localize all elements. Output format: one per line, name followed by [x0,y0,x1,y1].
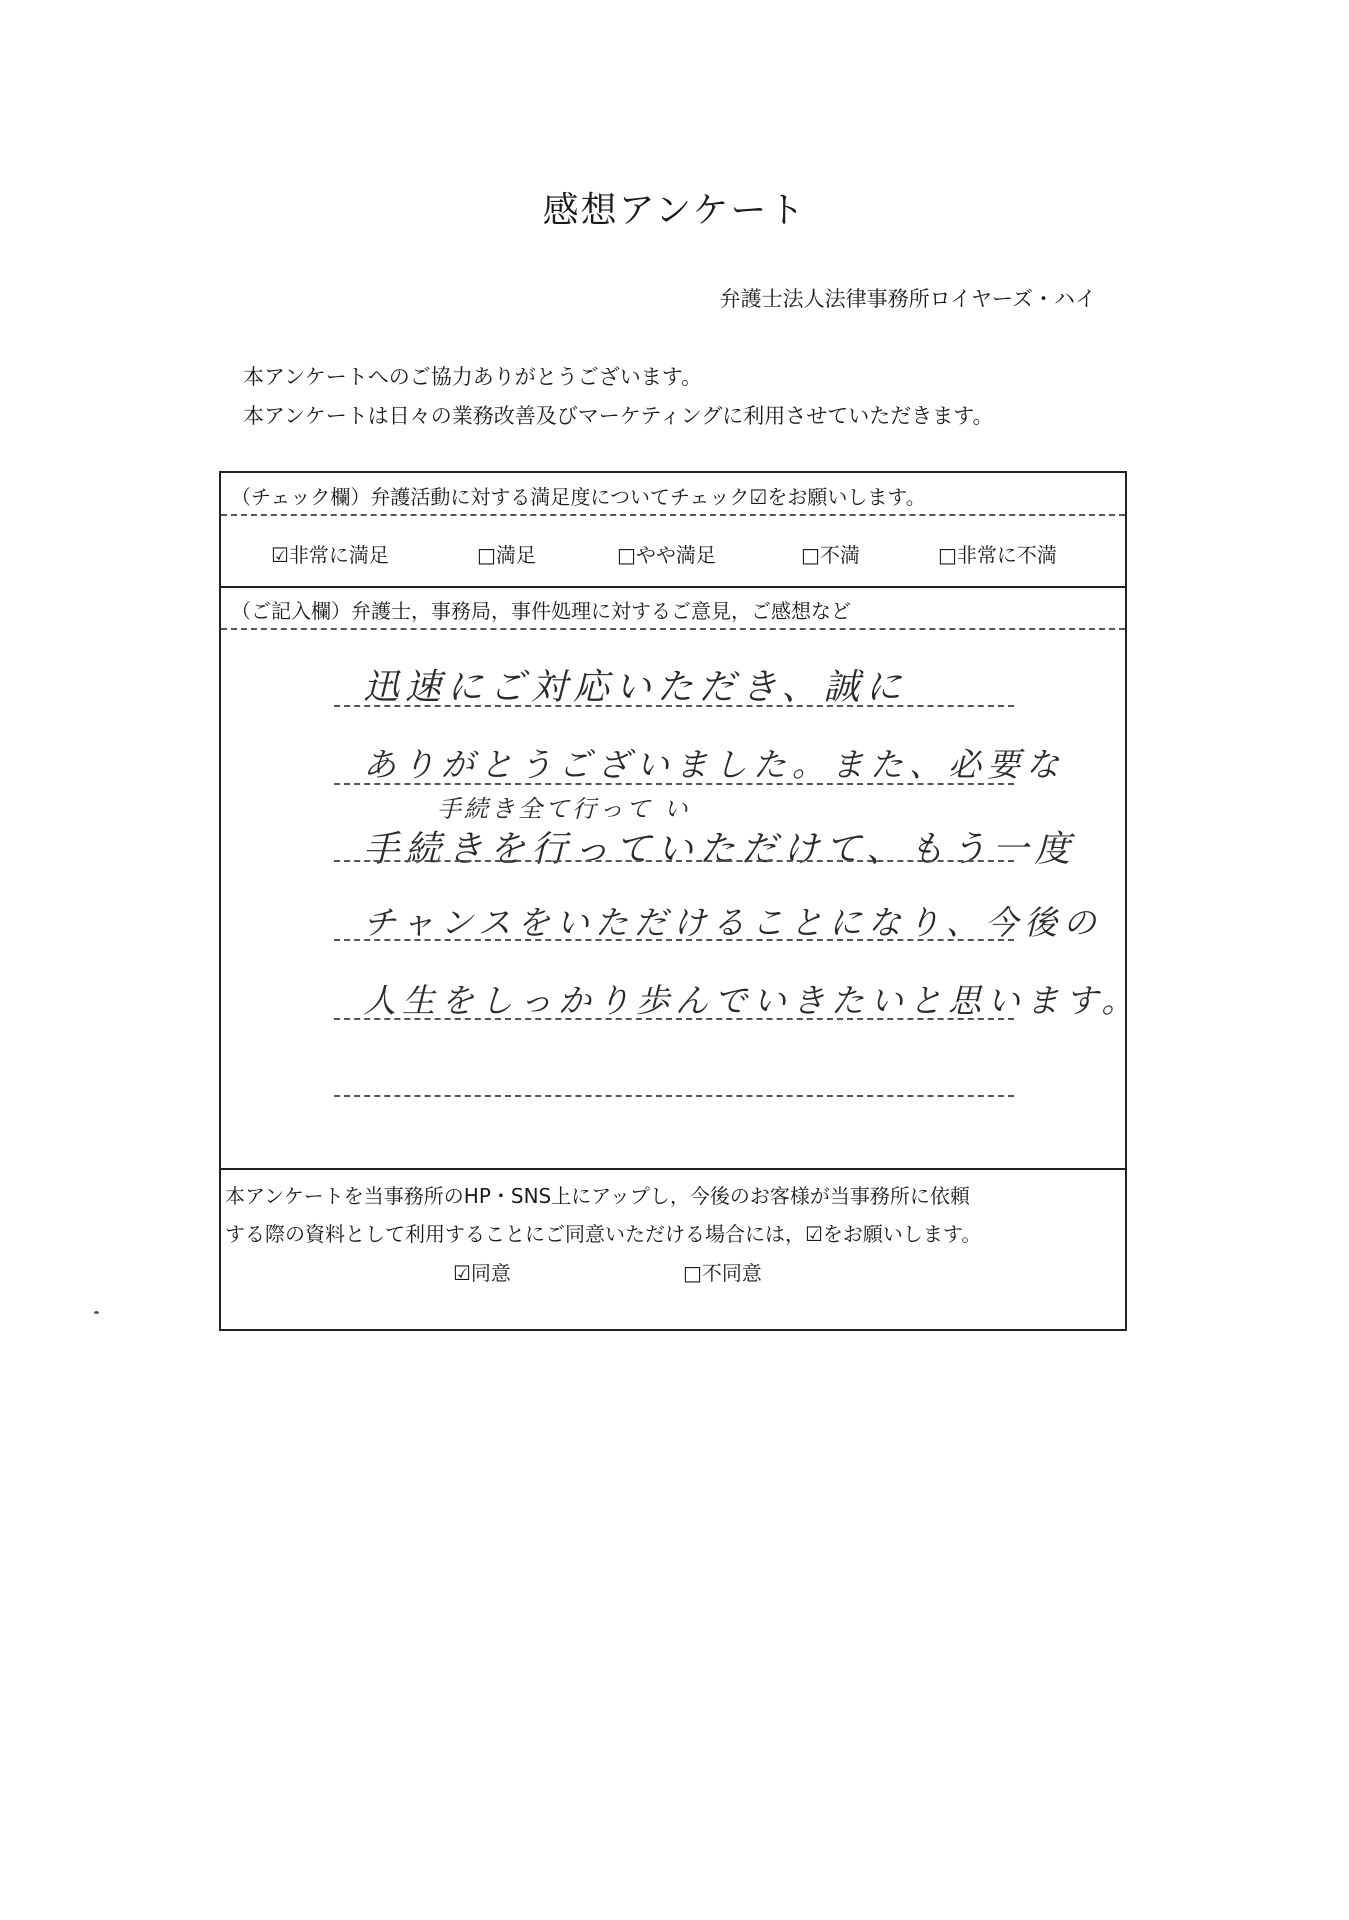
handwritten-line-5: 人生をしっかり歩んでいきたいと思います。 [363,981,1141,1020]
comment-section-label: （ご記入欄）弁護士，事務局，事件処理に対するご意見，ご感想など [231,599,851,623]
survey-title: 感想アンケート [542,190,807,231]
survey-form-box [219,471,1141,1331]
writing-line [334,705,1014,707]
divider [221,1168,1125,1170]
handwritten-line-4: チャンスをいただけることになり、今後の [363,903,1103,942]
intro-line-2: 本アンケートは日々の業務改善及びマーケティングに利用させていただきます。 [243,404,994,428]
option-satisfied[interactable]: □満足 [477,543,536,567]
handwritten-line-1: 迅速にご対応いただき、誠に [363,667,908,708]
option-very-dissatisfied[interactable]: □非常に不満 [938,543,1057,567]
option-dissatisfied[interactable]: □不満 [801,543,860,567]
option-somewhat-satisfied[interactable]: □やや満足 [617,543,716,567]
writing-line [334,1018,1014,1020]
writing-line [334,860,1014,862]
divider [221,514,1125,516]
consent-text-line-1: 本アンケートを当事務所のHP・SNS上にアップし，今後のお客様が当事務所に依頼 [225,1184,970,1208]
consent-text-line-2: する際の資料として利用することにご同意いただける場合には，☑をお願いします。 [225,1222,982,1246]
agree-option[interactable]: ☑同意 [453,1261,511,1285]
intro-line-1: 本アンケートへのご協力ありがとうございます。 [243,365,703,389]
writing-line [334,783,1014,785]
writing-line [334,939,1014,941]
handwritten-line-3: 手続きを行っていただけて、もう一度 [363,829,1077,870]
option-very-satisfied[interactable]: ☑非常に満足 [271,543,389,567]
handwritten-insertion: 手続き全て行って い [437,795,691,823]
scan-speck [94,1311,99,1314]
disagree-option[interactable]: □不同意 [683,1261,762,1285]
firm-name: 弁護士法人法律事務所ロイヤーズ・ハイ [719,287,1096,311]
divider [221,586,1125,588]
writing-line [334,1095,1014,1097]
handwritten-line-2: ありがとうございました。また、必要な [363,745,1065,784]
check-section-label: （チェック欄）弁護活動に対する満足度についてチェック☑をお願いします。 [231,485,926,509]
divider [221,628,1125,630]
